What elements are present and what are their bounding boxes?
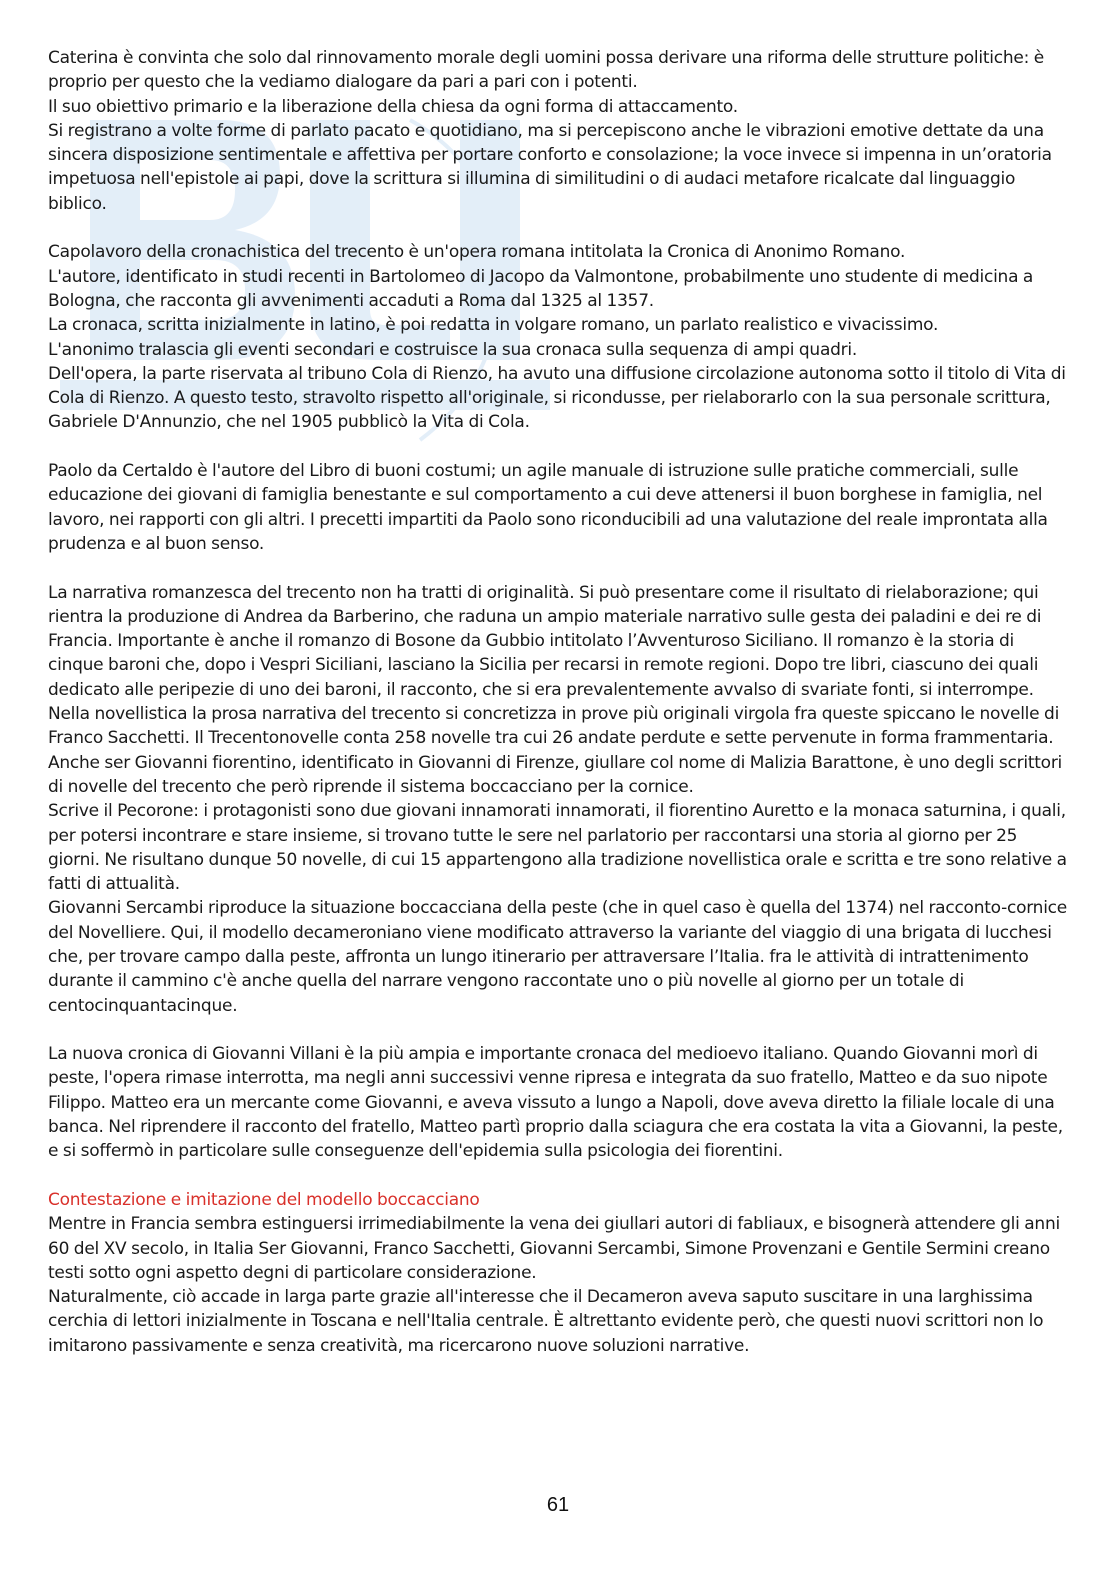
paragraph-cronica-anonimo: Capolavoro della cronachistica del trecento è un'opera romana intitolata la Cronica di Anonimo Romano. <box>48 242 906 263</box>
paragraph-gap <box>48 1018 1068 1042</box>
paragraph-cola-di-rienzo: Dell'opera, la parte riservata al tribuno Cola di Rienzo, ha avuto una diffusione circolazione autonoma sotto il titolo di Vita di Cola di Rienzo. A questo testo, stravolto rispetto all'originale, si ricondusse, per rielaborarlo con la sua personale scrittura, Gabriele D'Annunzio, che nel 1905 pubblicò la Vita di Cola. <box>48 363 1066 433</box>
paragraph-autore-bartolomeo: L'autore, identificato in studi recenti in Bartolomeo di Jacopo da Valmontone, probabilmente uno studente di medicina a Bologna, che racconta gli avvenimenti accaduti a Roma dal 1325 al 1357. <box>48 266 1034 311</box>
section-heading: Contestazione e imitazione del modello boccacciano <box>48 1189 480 1210</box>
document-body <box>48 46 1068 1358</box>
paragraph-caterina-riforma: Caterina è convinta che solo dal rinnovamento morale degli uomini possa derivare una riforma delle strutture politiche: è proprio per questo che la vediamo dialogare da pari a pari con i potenti. <box>48 48 1044 93</box>
paragraph-gap <box>48 556 1068 580</box>
paragraph-francia-fabliaux: Mentre in Francia sembra estinguersi irrimediabilmente la vena dei giullari autori di fabliaux, e bisognerà attendere gli anni 60 del XV secolo, in Italia Ser Giovanni, Franco Sacchetti, Giovanni Sercambi, Simone Provenzani e Gentile Sermini creano testi sotto ogni aspetto degni di particolare considerazione. <box>48 1214 1060 1283</box>
page-number: 61 <box>546 1494 570 1516</box>
paragraph-obiettivo-primario: Il suo obiettivo primario e la liberazione della chiesa da ogni forma di attaccamento. <box>48 96 738 117</box>
paragraph-parlato-pacato: Si registrano a volte forme di parlato pacato e quotidiano, ma si percepiscono anche le vibrazioni emotive dettate da una sincera disposizione sentimentale e affettiva per portare conforto e consolazione; la voce invece si impenna in un’oratoria impetuosa nell'epistole ai papi, dove la scrittura si illumina di similitudini o di audaci metafore ricalcate dal linguaggio biblico. <box>48 120 1052 214</box>
paragraph-villani: La nuova cronica di Giovanni Villani è la più ampia e importante cronaca del medioevo italiano. Quando Giovanni morì di peste, l'opera rimase interrotta, ma negli anni successivi venne ripresa e integrata da suo fratello, Matteo e da suo nipote Filippo. Matteo era un mercante come Giovanni, e aveva vissuto a lungo a Napoli, dove aveva diretto la filiale locale di una banca. Nel riprendere il racconto del fratello, Matteo partì proprio dalla sciagura che era costata la vita a Giovanni, la peste, e si soffermò in particolare sulle conseguenze dell'epidemia sulla psicologia dei fiorentini. <box>48 1044 1063 1162</box>
paragraph-sercambi: Giovanni Sercambi riproduce la situazione boccacciana della peste (che in quel caso è quella del 1374) nel racconto-cornice del Novelliere. Qui, il modello decameroniano viene modificato attraverso la variante del viaggio di una brigata di lucchesi che, per trovare campo dalla peste, affronta un lungo itinerario per attraversare l’Italia. fra le attività di intrattenimento durante il cammino c'è anche quella del narrare vengono raccontate uno o più novelle al giorno per un totale di centocinquantacinque. <box>48 898 1067 1016</box>
paragraph-franco-sacchetti: Nella novellistica la prosa narrativa del trecento si concretizza in prove più originali virgola fra queste spiccano le novelle di Franco Sacchetti. Il Trecentonovelle conta 258 novelle tra cui 26 andate perdute e sette pervenute in forma frammentaria. <box>48 704 1060 749</box>
paragraph-decameron-interesse: Naturalmente, ciò accade in larga parte grazie all'interesse che il Decameron aveva saputo suscitare in una larghissima cerchia di lettori inizialmente in Toscana e nell'Italia centrale. È altrettanto evidente però, che questi nuovi scrittori non lo imitarono passivamente e senza creatività, ma ricercarono nuove soluzioni narrative. <box>48 1287 1044 1356</box>
paragraph-ser-giovanni: Anche ser Giovanni fiorentino, identificato in Giovanni di Firenze, giullare col nome di Malizia Barattone, è uno degli scrittori di novelle del trecento che però riprende il sistema boccacciano per la cornice. <box>48 752 1063 797</box>
paragraph-gap <box>48 216 1068 240</box>
paragraph-pecorone: Scrive il Pecorone: i protagonisti sono due giovani innamorati innamorati, il fiorentino Auretto e la monaca saturnina, i quali, per potersi incontrare e stare insieme, si trovano tutte le sere nel parlatorio per raccontarsi una storia al giorno per 25 giorni. Ne risultano dunque 50 novelle, di cui 15 appartengono alla tradizione novellistica orale e scritta e tre sono relative a fatti di attualità. <box>48 801 1067 895</box>
paragraph-gap <box>48 435 1068 459</box>
paragraph-narrativa-romanzesca: La narrativa romanzesca del trecento non ha tratti di originalità. Si può presentare come il risultato di rielaborazione; qui rientra la produzione di Andrea da Barberino, che raduna un ampio materiale narrativo sulle gesta dei paladini e dei re di Francia. Importante è anche il romanzo di Bosone da Gubbio intitolato l’Avventuroso Siciliano. Il romanzo è la storia di cinque baroni che, dopo i Vespri Siciliani, lasciano la Sicilia per recarsi in remote regioni. Dopo tre libri, ciascuno dei quali dedicato alle peripezie di uno dei baroni, il racconto, che si era prevalentemente avvalso di svariate fonti, si interrompe. <box>48 582 1042 700</box>
paragraph-gap <box>48 1164 1068 1188</box>
paragraph-cronaca-latino: La cronaca, scritta inizialmente in latino, è poi redatta in volgare romano, un parlato realistico e vivacissimo. <box>48 315 939 336</box>
paragraph-anonimo-quadri: L'anonimo tralascia gli eventi secondari e costruisce la sua cronaca sulla sequenza di ampi quadri. <box>48 339 858 360</box>
paragraph-paolo-da-certaldo: Paolo da Certaldo è l'autore del Libro di buoni costumi; un agile manuale di istruzione sulle pratiche commerciali, sulle educazione dei giovani di famiglia benestante e sul comportamento a cui deve attenersi il buon borghese in famiglia, nel lavoro, nei rapporti con gli altri. I precetti impartiti da Paolo sono riconducibili ad una valutazione del reale improntata alla prudenza e al buon senso. <box>48 461 1048 554</box>
